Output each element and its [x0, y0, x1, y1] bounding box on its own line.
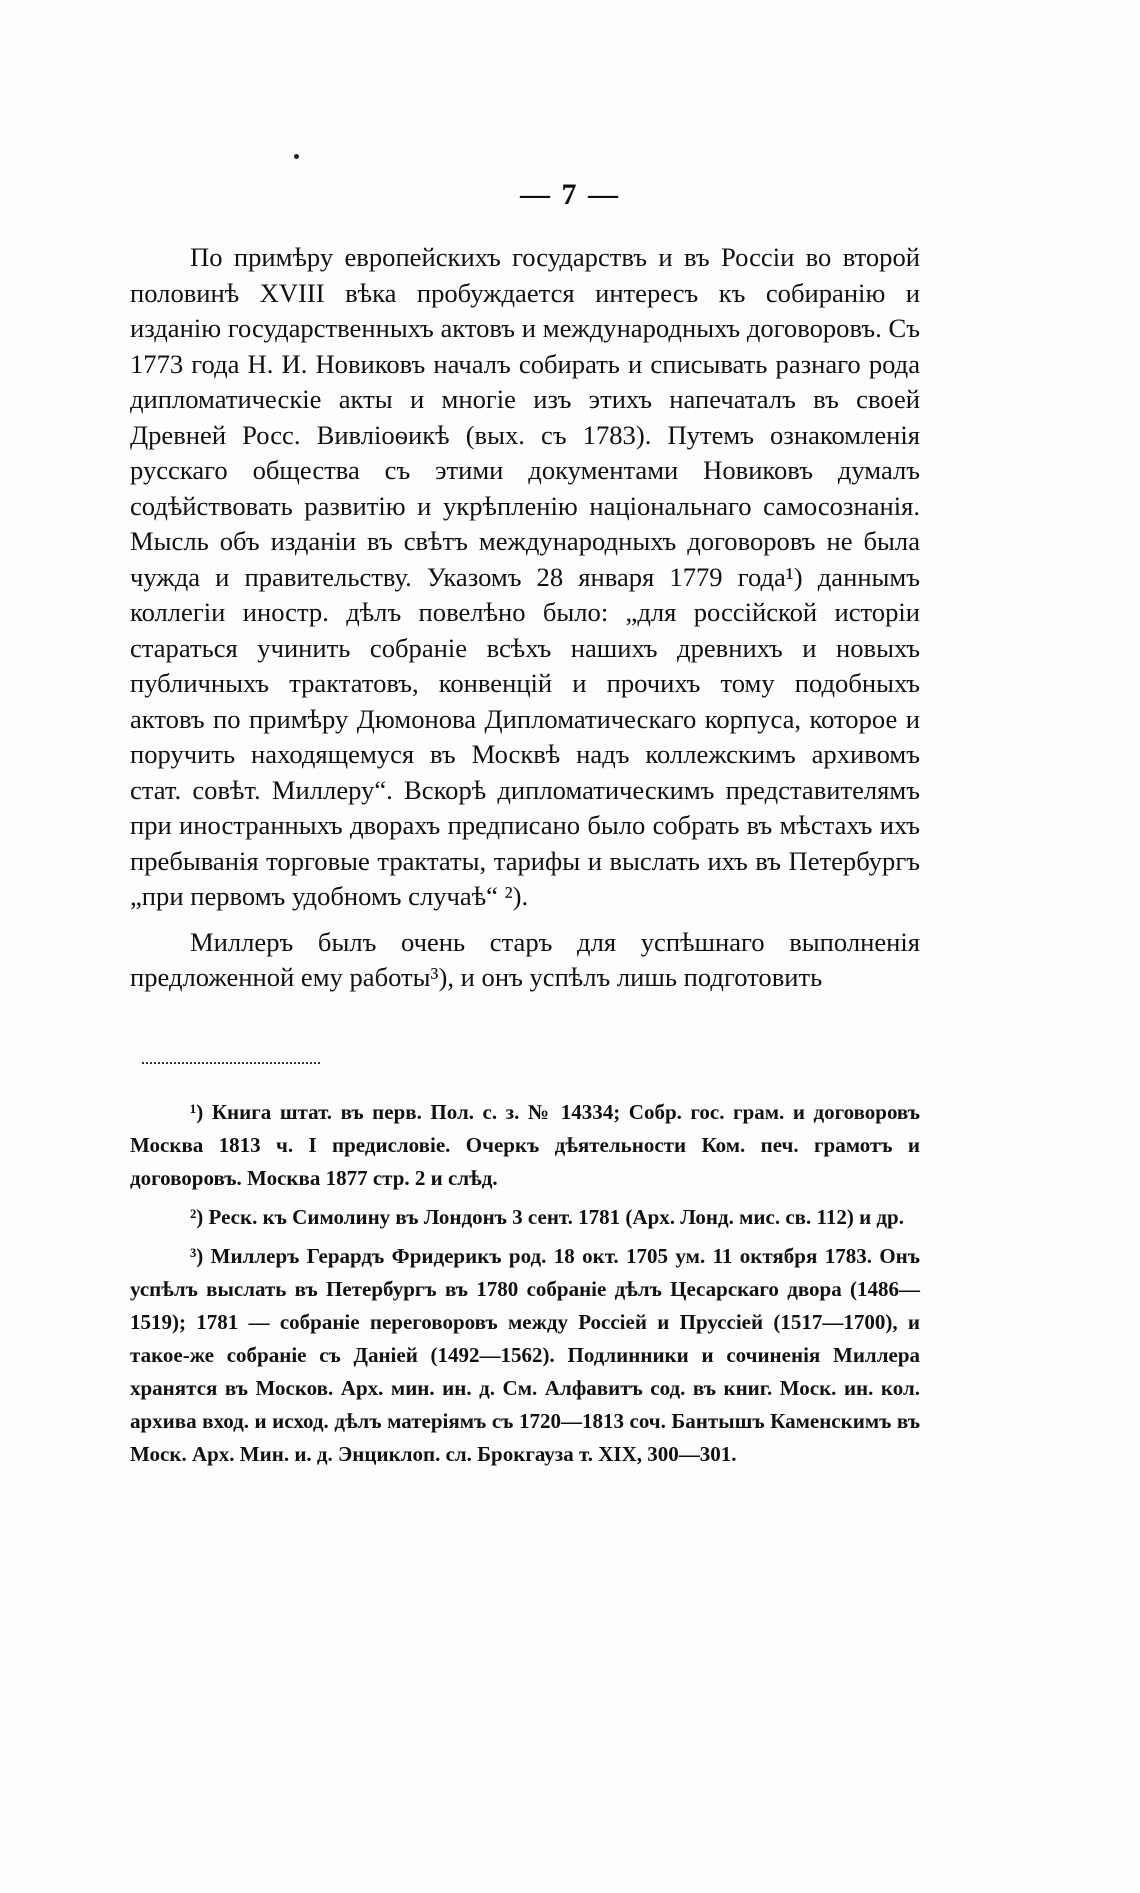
footnote-3: ³) Миллеръ Герардъ Фридерикъ род. 18 окт. 1705 ум. 11 октября 1783. Онъ успѣлъ выслать въ Петербургъ въ 1780 собраніе дѣлъ Цесарскаго двора (1486—1519); 1781 — собраніе переговоровъ между Россіей и Пруссіей (1517—1700), и такое-же собраніе съ Даніей (1492—1562). Подлинники и сочиненія Миллера хранятся въ Москов. Арх. мин. ин. д. См. Алфавитъ сод. въ книг. Моск. ин. кол. архива вход. и исход. дѣлъ матеріямъ съ 1720—1813 соч. Бантышъ Каменскимъ въ Моск. Арх. Мин. и. д. Энциклоп. сл. Брокгауза т. XIX, 300—301.	[130, 1244, 920, 1466]
main-text	[130, 240, 920, 996]
page-number: — 7 —	[520, 178, 620, 211]
footnote-1: ¹) Книга штат. въ перв. Пол. с. з. № 14334; Собр. гос. грам. и договоровъ Москва 1813 ч. I предисловіе. Очеркъ дѣятельности Ком. печ. грамотъ и договоровъ. Москва 1877 стр. 2 и слѣд.	[130, 1100, 920, 1190]
paragraph-1: По примѣру европейскихъ государствъ и въ Россіи во второй половинѣ XVIII вѣка пробуждается интересъ къ собиранію и изданію государственныхъ актовъ и международныхъ договоровъ. Съ 1773 года Н. И. Новиковъ началъ собирать и списывать разнаго рода дипломатическіе акты и многіе изъ этихъ напечаталъ въ своей Древней Росс. Вивліоѳикѣ (вых. съ 1783). Путемъ ознакомленія русскаго общества съ этими документами Новиковъ думалъ содѣйствовать развитію и укрѣпленію національнаго самосознанія. Мысль объ изданіи въ свѣтъ международныхъ договоровъ не была чужда и правительству. Указомъ 28 января 1779 года¹) даннымъ коллегіи иностр. дѣлъ повелѣно было: „для россійской исторіи стараться учинить собраніе всѣхъ нашихъ древнихъ и новыхъ публичныхъ трактатовъ, конвенцій и прочихъ тому подобныхъ актовъ по примѣру Дюмонова Дипломатическаго корпуса, которое и поручить находящемуся въ Москвѣ надъ коллежскимъ архивомъ стат. совѣт. Миллеру“. Вскорѣ дипломатическимъ представителямъ при иностранныхъ дворахъ предписано было собрать въ мѣстахъ ихъ пребыванія торговые трактаты, тарифы и выслать ихъ въ Петербургъ „при первомъ удобномъ случаѣ“ ²).	[130, 242, 920, 911]
footnote-separator	[142, 1062, 320, 1064]
paragraph-2: Миллеръ былъ очень старъ для успѣшнаго выполненія предложенной ему работы³), и онъ успѣлъ лишь подготовить	[130, 926, 920, 992]
footnote-2: ²) Реск. къ Симолину въ Лондонъ 3 сент. 1781 (Арх. Лонд. мис. св. 112) и др.	[190, 1205, 904, 1229]
footnotes	[130, 1096, 920, 1477]
ink-speck	[294, 154, 299, 159]
